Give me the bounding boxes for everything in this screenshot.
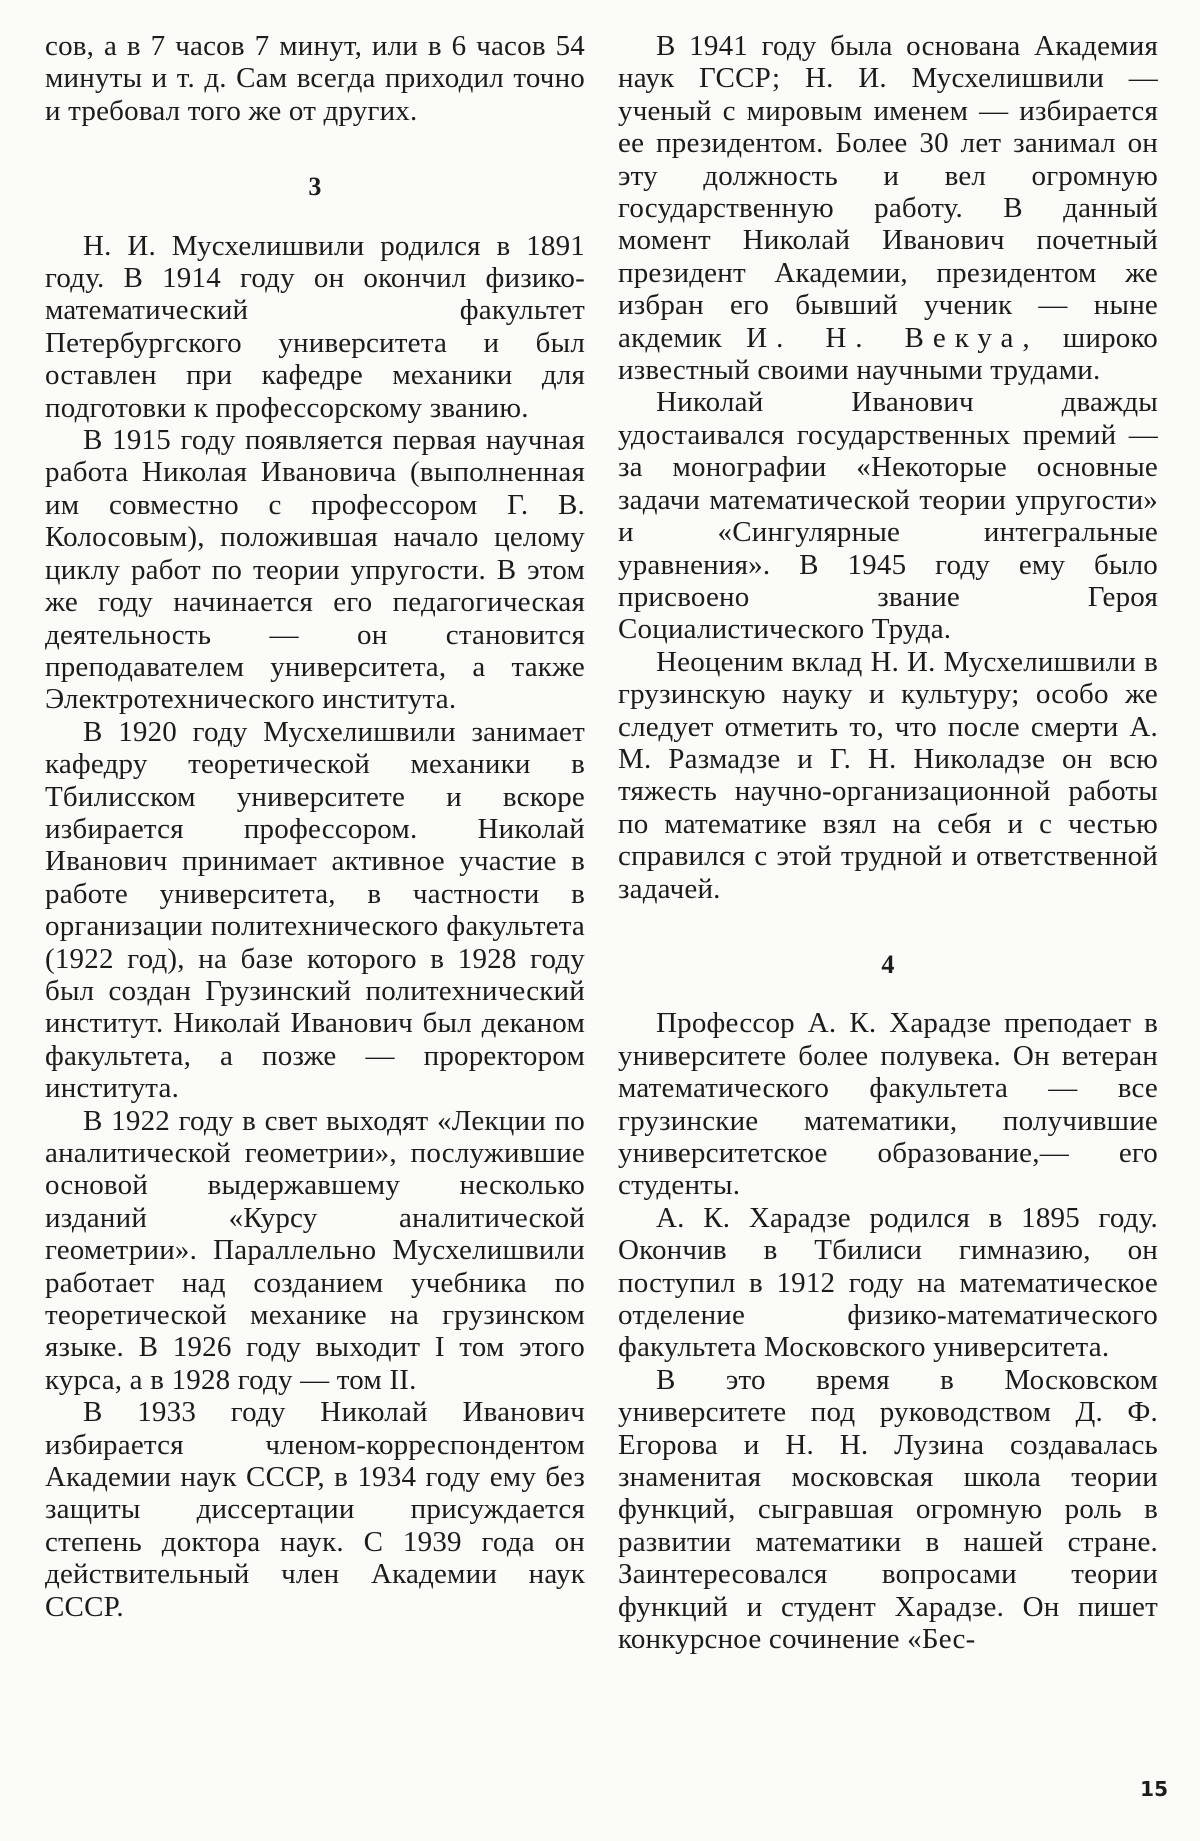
spaced-name: И. Н. Векуа, — [746, 321, 1039, 354]
paragraph: В 1915 году появляется первая научная работа Николая Ивановича (выполненная им совместно с профессором Г. В. Колосовым), положившая начало целому циклу работ по теории упругости. В этом же году начинается его педагогическая деятельность — он становится преподавателем университета, а также Электротехнического института. — [45, 424, 585, 716]
paragraph: Н. И. Мусхелишвили родился в 1891 году. В 1914 году он окончил физико-математический факультет Петербургского университета и был оставлен при кафедре механики для подготовки к профессорскому званию. — [45, 229, 585, 424]
paragraph-text: широко известный своими научными трудами. — [618, 321, 1158, 387]
paragraph: В 1920 году Мусхелишвили занимает кафедру теоретической механики в Тбилисском университете и вскоре избирается профессором. Николай Иванович принимает активное участие в работе университета, в частности в организации политехнического факультета (1922 год), на базе которого в 1928 году был создан Грузинский политехнический институт. Николай Иванович был деканом факультета, а позже — проректором института. — [45, 715, 585, 1105]
paragraph: В 1922 году в свет выходят «Лекции по аналитической геометрии», послужившие основой выдержавшему несколько изданий «Курсу аналитической геометрии». Параллельно Мусхелишвили работает над созданием учебника по теоретической механике на грузинском языке. В 1926 году выходит I том этого курса, а в 1928 году — том II. — [45, 1104, 585, 1396]
paragraph: Профессор А. К. Харадзе преподает в университете более полувека. Он ветеран математического факультета — все грузинские математики, получившие университетское образование,— его студенты. — [618, 1007, 1158, 1202]
paragraph: В 1933 году Николай Иванович избирается членом-корреспондентом Академии наук СССР, в 1934 году ему без защиты диссертации присуждается степень доктора наук. С 1939 года он действительный член Академии наук СССР. — [45, 1396, 585, 1623]
paragraph: Неоценим вклад Н. И. Мусхелишвили в грузинскую науку и культуру; особо же следует отметить то, что после смерти А. М. Размадзе и Г. Н. Николадзе он всю тяжесть научно-организационной работы по математике взял на себя и с честью справился с этой трудной и ответственной задачей. — [618, 645, 1158, 905]
paragraph: Николай Иванович дважды удостаивался государственных премий — за монографии «Некоторые основные задачи математической теории упругости» и «Сингулярные интегральные уравнения». В 1945 году ему было присвоено звание Героя Социалистического Труда. — [618, 386, 1158, 646]
page-number: 15 — [1140, 1777, 1168, 1801]
paragraph-continued: сов, а в 7 часов 7 минут, или в 6 часов 54 минуты и т. д. Сам всегда приходил точно и требовал того же от других. — [45, 30, 585, 127]
section-number-4: 4 — [881, 949, 895, 979]
section-number-3: 3 — [308, 172, 322, 202]
left-column — [45, 30, 585, 1623]
paragraph — [618, 30, 1158, 386]
paragraph: В это время в Московском университете под руководством Д. Ф. Егорова и Н. Н. Лузина создавалась знаменитая московская школа теории функций, сыгравшая огромную роль в развитии математики в нашей стране. Заинтересовался вопросами теории функций и студент Харадзе. Он пишет конкурсное сочинение «Бес- — [618, 1363, 1158, 1656]
paragraph-text: В 1941 году была основана Академия наук ГССР; Н. И. Мусхелишвили — ученый с мировым именем — избирается ее президентом. Более 30 лет занимал он эту должность и вел огромную государственную работу. В данный момент Николай Иванович почетный президент Академии, президентом же избран его бывший ученик — ныне акдемик — [618, 30, 1158, 354]
paragraph: А. К. Харадзе родился в 1895 году. Окончив в Тбилиси гимназию, он поступил в 1912 году на математическое отделение физико-математического факультета Московского университета. — [618, 1201, 1158, 1364]
right-column — [618, 30, 1158, 1656]
